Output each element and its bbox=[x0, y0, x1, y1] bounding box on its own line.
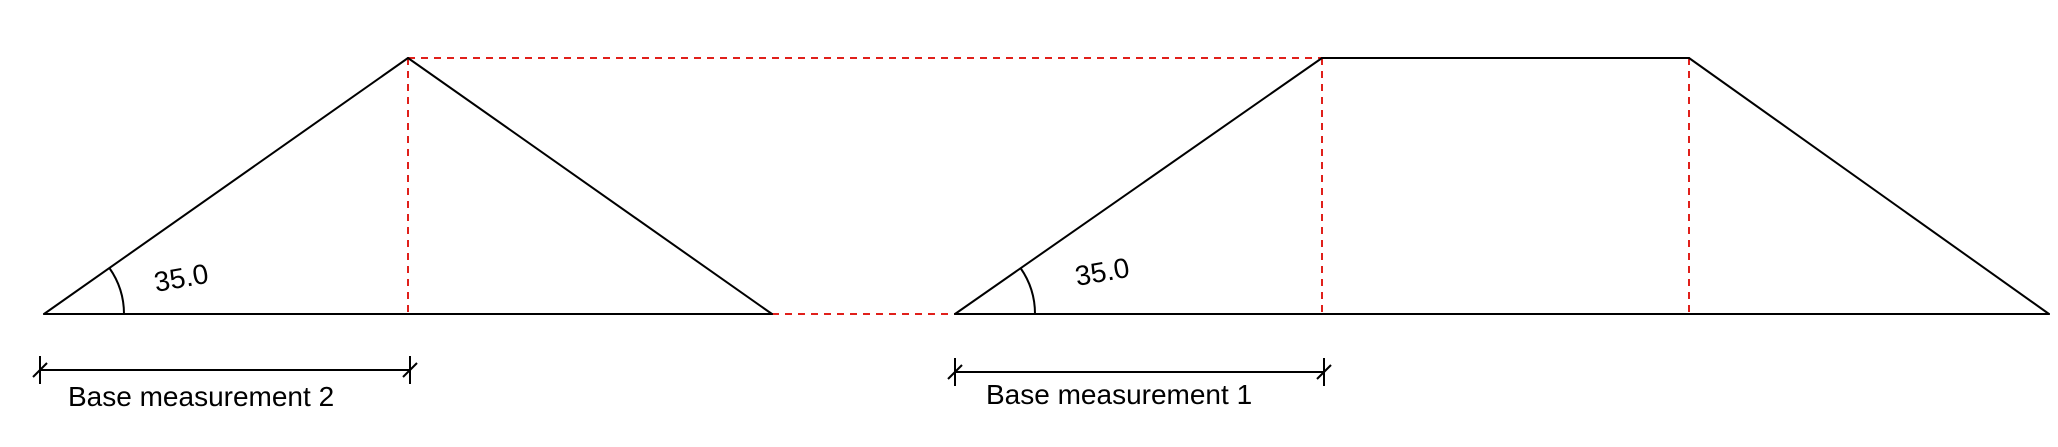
right-angle-arc bbox=[1021, 268, 1036, 314]
right-trapezoid-right-slope bbox=[1689, 58, 2049, 314]
left-triangle bbox=[44, 58, 772, 314]
left-angle-label: 35.0 bbox=[151, 257, 211, 298]
right-trapezoid bbox=[955, 58, 2049, 314]
right-dimension-label: Base measurement 1 bbox=[986, 379, 1253, 410]
left-dimension-label: Base measurement 2 bbox=[68, 381, 335, 412]
left-triangle-left-slope bbox=[44, 58, 408, 314]
left-angle-arc bbox=[109, 268, 124, 314]
right-dimension bbox=[948, 358, 1331, 410]
guide-lines bbox=[408, 58, 1689, 314]
right-trapezoid-left-slope bbox=[955, 58, 1322, 314]
left-dimension bbox=[33, 356, 417, 412]
right-angle-label: 35.0 bbox=[1072, 251, 1132, 292]
left-triangle-right-slope bbox=[408, 58, 772, 314]
